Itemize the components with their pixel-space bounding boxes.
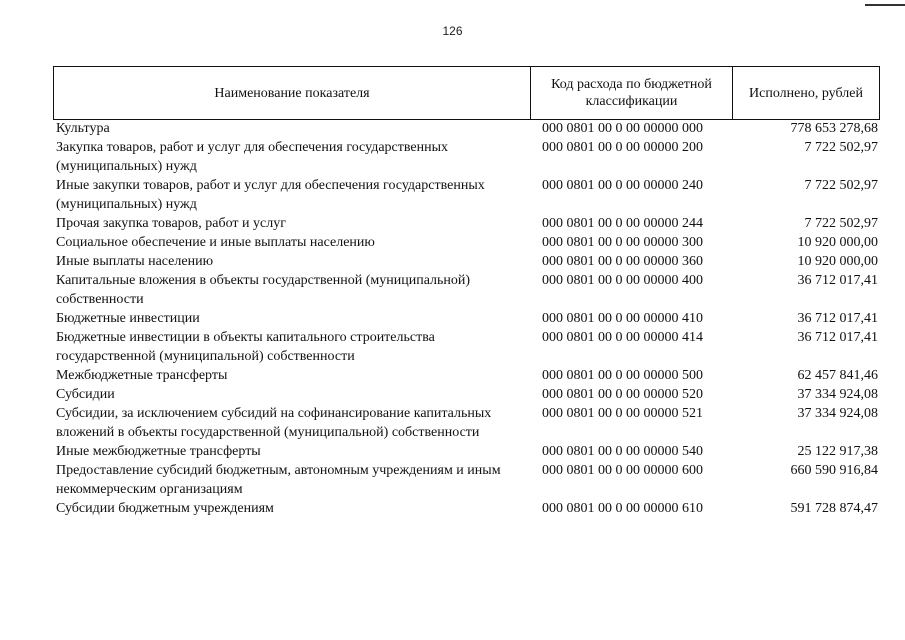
row-name: Социальное обеспечение и иные выплаты населению [56,235,375,250]
row-amount: 37 334 924,08 [797,387,878,402]
row-code: 000 0801 00 0 00 00000 600 [542,463,703,478]
row-code: 000 0801 00 0 00 00000 540 [542,444,703,459]
row-name: Прочая закупка товаров, работ и услуг [56,216,286,231]
row-name: Иные выплаты населению [56,254,214,269]
row-amount: 36 712 017,41 [797,330,878,345]
row-code: 000 0801 00 0 00 00000 300 [542,235,703,250]
table-row [56,119,880,138]
row-name: Межбюджетные трансферты [56,368,228,383]
table-body [56,119,880,518]
row-name: Субсидии бюджетным учреждениям [56,501,274,516]
table-row [56,442,880,461]
table-header [53,66,880,120]
row-code: 000 0801 00 0 00 00000 240 [542,178,703,193]
table-row [56,499,880,518]
scan-corner-mark [865,4,905,6]
table-row [56,271,880,309]
row-code: 000 0801 00 0 00 00000 520 [542,387,703,402]
row-amount: 36 712 017,41 [797,273,878,288]
table-row [56,461,880,499]
row-amount: 37 334 924,08 [797,406,878,421]
row-code: 000 0801 00 0 00 00000 360 [542,254,703,269]
table-row [56,328,880,366]
row-code: 000 0801 00 0 00 00000 610 [542,501,703,516]
row-amount: 591 728 874,47 [790,501,878,516]
row-name: Закупка товаров, работ и услуг для обеспечения государственных (муниципальных) нужд [56,140,449,174]
row-code: 000 0801 00 0 00 00000 400 [542,273,703,288]
row-code: 000 0801 00 0 00 00000 521 [542,406,703,421]
table-row [56,385,880,404]
table-row [56,233,880,252]
table-row [56,138,880,176]
row-name: Иные закупки товаров, работ и услуг для обеспечения государственных (муниципальных) нужд [56,178,485,212]
row-name: Субсидии [56,387,115,402]
row-code: 000 0801 00 0 00 00000 500 [542,368,703,383]
row-name: Предоставление субсидий бюджетным, автономным учреждениям и иным некоммерческим организациям [56,463,501,497]
header-code: Код расхода по бюджетной классификации [531,67,733,119]
row-code: 000 0801 00 0 00 00000 000 [542,121,703,136]
table-row [56,309,880,328]
table-row [56,366,880,385]
header-name: Наименование показателя [54,67,531,119]
row-code: 000 0801 00 0 00 00000 414 [542,330,703,345]
header-amount: Исполнено, рублей [749,85,863,101]
row-name: Капитальные вложения в объекты государственной (муниципальной) собственности [56,273,471,307]
table-row [56,404,880,442]
row-amount: 10 920 000,00 [797,254,878,269]
table-row [56,176,880,214]
page-number: 126 [442,24,463,38]
table-row [56,214,880,233]
row-name: Бюджетные инвестиции [56,311,200,326]
row-name: Бюджетные инвестиции в объекты капитального строительства государственной (муниципальной) собственности [56,330,435,364]
row-code: 000 0801 00 0 00 00000 244 [542,216,703,231]
row-amount: 660 590 916,84 [790,463,878,478]
row-amount: 62 457 841,46 [797,368,878,383]
table-row [56,252,880,271]
row-code: 000 0801 00 0 00 00000 410 [542,311,703,326]
row-code: 000 0801 00 0 00 00000 200 [542,140,703,155]
row-name: Субсидии, за исключением субсидий на софинансирование капитальных вложений в объекты государственной (муниципальной) собственности [56,406,492,440]
row-amount: 25 122 917,38 [797,444,878,459]
row-amount: 7 722 502,97 [804,178,878,193]
row-amount: 36 712 017,41 [797,311,878,326]
row-name: Иные межбюджетные трансферты [56,444,261,459]
row-name: Культура [56,121,110,136]
row-amount: 7 722 502,97 [804,140,878,155]
row-amount: 10 920 000,00 [797,235,878,250]
row-amount: 7 722 502,97 [804,216,878,231]
row-amount: 778 653 278,68 [790,121,878,136]
